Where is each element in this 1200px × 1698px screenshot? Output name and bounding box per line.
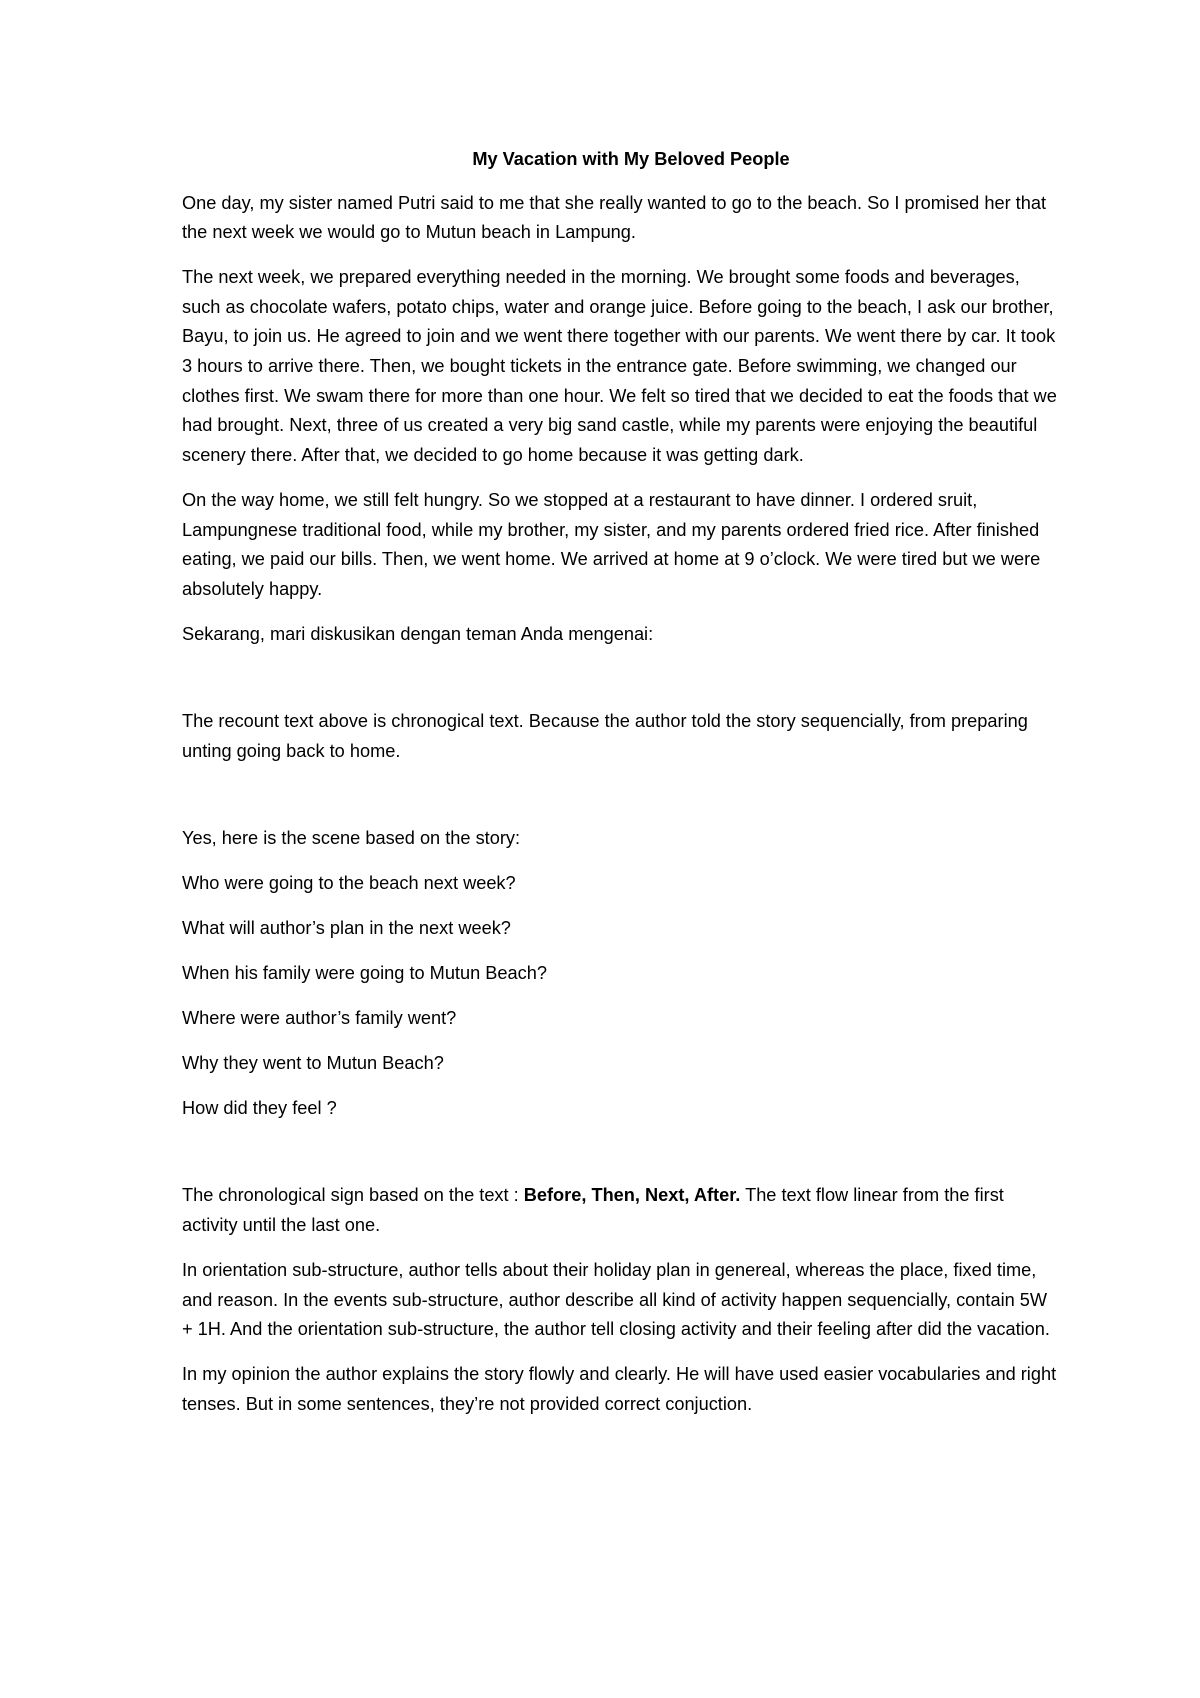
paragraph-events: The next week, we prepared everything needed in the morning. We brought some foods and beverages, such as chocolate wafers, potato chips, water and orange juice. Before going to the beach, I ask our brother, Bayu, to join us. He agreed to join and we went there together with our parents. We went there by car. It took 3 hours to arrive there. Then, we bought tickets in the entrance gate. Before swimming, we changed our clothes first. We swam there for more than one hour. We felt so tired that we decided to eat the foods that we had brought. Next, three of us created a very big sand castle, while my parents were enjoying the beautiful scenery there. After that, we decided to go home because it was getting dark. [182, 267, 1057, 465]
spacer [182, 1139, 1062, 1181]
document-title: My Vacation with My Beloved People [472, 149, 790, 169]
paragraph-discussion-prompt: Sekarang, mari diskusikan dengan teman Anda mengenai: [182, 623, 654, 644]
question-where: Where were author’s family went? [182, 1007, 457, 1028]
paragraph-recount-analysis: The recount text above is chronogical text. Because the author told the story sequencially, from preparing unting going back to home. [182, 710, 1028, 761]
paragraph-structure-analysis: In orientation sub-structure, author tells about their holiday plan in genereal, whereas the place, fixed time, and reason. In the events sub-structure, author describe all kind of activity happen sequencially, contain 5W + 1H. And the orientation sub-structure, the author tell closing activity and their feeling after did the vacation. [182, 1259, 1050, 1340]
question-who: Who were going to the beach next week? [182, 872, 516, 893]
document-body [182, 145, 1062, 1435]
paragraph-scene-intro: Yes, here is the scene based on the story: [182, 827, 521, 848]
paragraph-reorientation: On the way home, we still felt hungry. So we stopped at a restaurant to have dinner. I ordered sruit, Lampungnese traditional food, while my brother, my sister, and my parents ordered fried rice. After finished eating, we paid our bills. Then, we went home. We arrived at home at 9 o’clock. We were tired but we were absolutely happy. [182, 489, 1041, 599]
paragraph-chronological-signs [182, 1181, 1062, 1240]
paragraph-orientation: One day, my sister named Putri said to me that she really wanted to go to the beach. So I promised her that the next week we would go to Mutun beach in Lampung. [182, 192, 1047, 243]
question-what: What will author’s plan in the next week? [182, 917, 511, 938]
paragraph-opinion: In my opinion the author explains the story flowly and clearly. He will have used easier vocabularies and right tenses. But in some sentences, they’re not provided correct conjuction. [182, 1364, 1057, 1414]
question-when: When his family were going to Mutun Beach? [182, 962, 547, 983]
chronological-lead: The chronological sign based on the text : [182, 1185, 524, 1206]
spacer [182, 782, 1062, 824]
chronological-sign-words: Before, Then, Next, After. [523, 1185, 741, 1206]
question-how: How did they feel ? [182, 1098, 337, 1119]
chronological-tail: The text flow linear from the first activity until the last one. [182, 1185, 1004, 1235]
spacer [182, 665, 1062, 707]
question-why: Why they went to Mutun Beach? [182, 1053, 444, 1074]
